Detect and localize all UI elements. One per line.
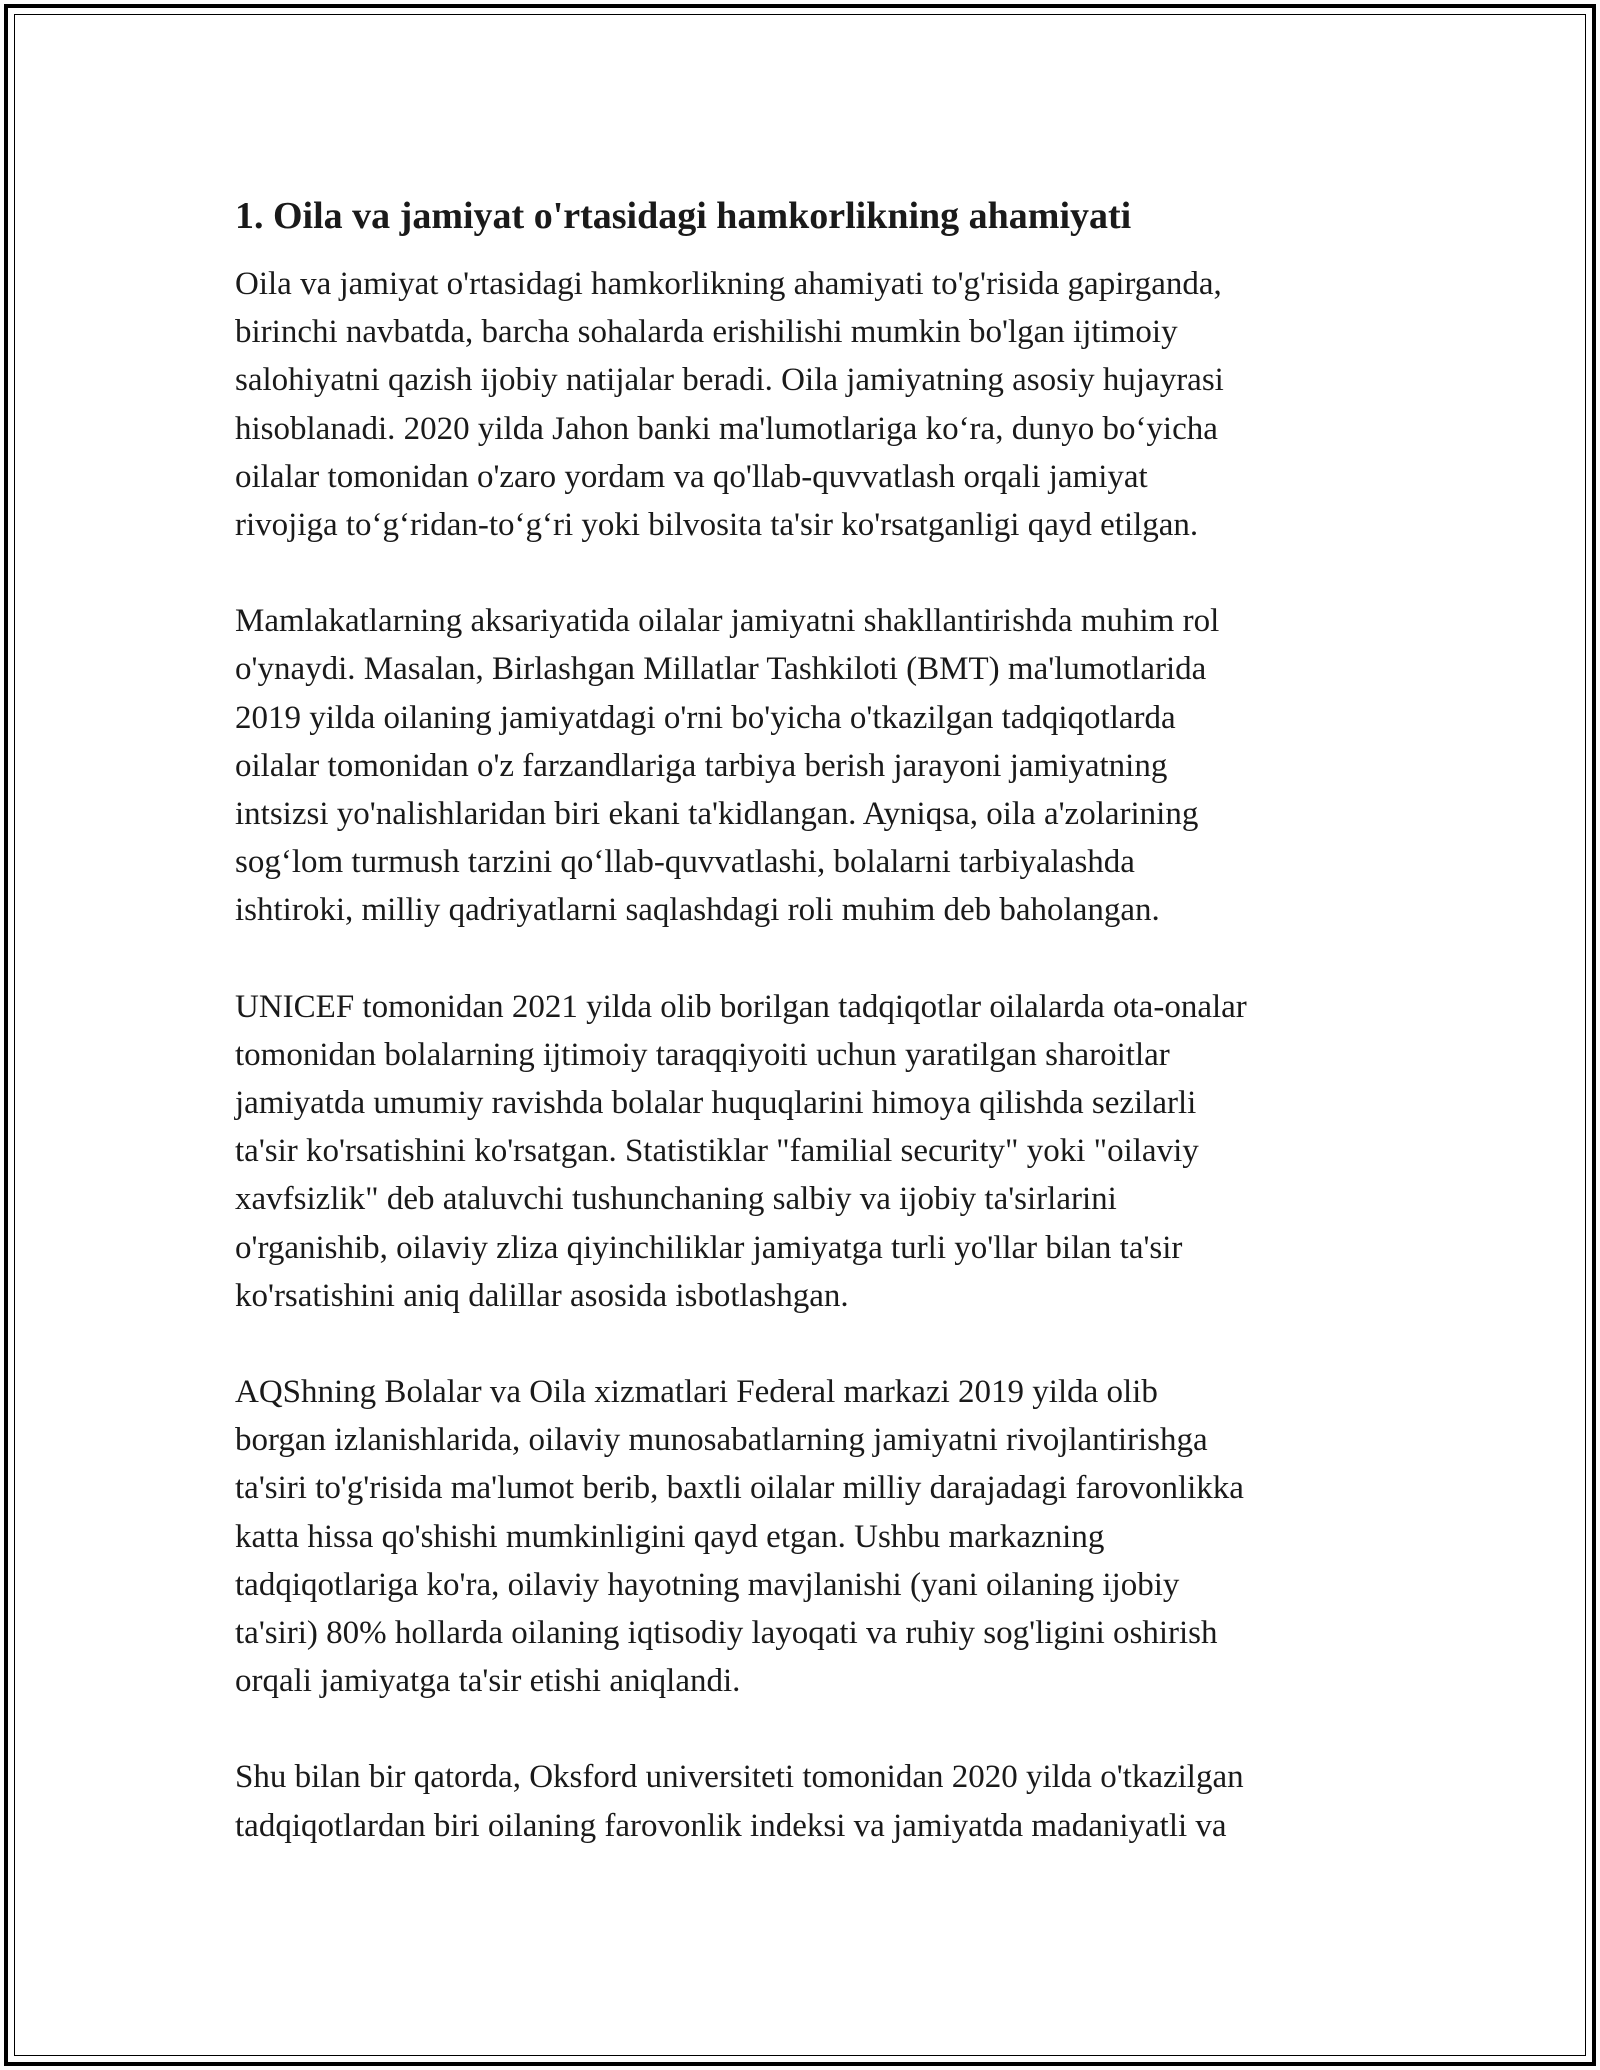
paragraph-1 — [235, 260, 1385, 549]
text-line: o'ynaydi. Masalan, Birlashgan Millatlar Tashkiloti (BMT) ma'lumotlarida — [235, 651, 1207, 688]
text-line: tomonidan bolalarning ijtimoiy taraqqiyoiti uchun yaratilgan sharoitlar — [235, 1036, 1170, 1073]
paragraph-2 — [235, 597, 1385, 934]
paragraph-5 — [235, 1753, 1385, 1849]
text-line: salohiyatni qazish ijobiy natijalar beradi. Oila jamiyatning asosiy hujayrasi — [235, 362, 1224, 399]
text-line: borgan izlanishlarida, oilaviy munosabatlarning jamiyatni rivojlantirishga — [235, 1422, 1208, 1459]
text-line: Oila va jamiyat o'rtasidagi hamkorlikning ahamiyati to'g'risida gapirganda, — [235, 266, 1222, 302]
text-line: tadqiqotlardan biri oilaning farovonlik indeksi va jamiyatda madaniyatli va — [235, 1807, 1227, 1844]
text-line: intsizsi yo'nalishlaridan biri ekani ta'kidlangan. Ayniqsa, oila a'zolarining — [235, 796, 1199, 833]
text-line: tadqiqotlariga ko'ra, oilaviy hayotning mavjlanishi (yani oilaning ijobiy — [235, 1566, 1180, 1603]
section-heading: 1. Oila va jamiyat o'rtasidagi hamkorlikning ahamiyati — [235, 195, 1132, 237]
text-line: oilalar tomonidan o'zaro yordam va qo'llab-quvvatlash orqali jamiyat — [235, 458, 1148, 495]
text-line: katta hissa qo'shishi mumkinligini qayd etgan. Ushbu markazning — [235, 1518, 1105, 1555]
paragraph-3 — [235, 983, 1385, 1320]
text-line: rivojiga to‘g‘ridan-to‘g‘ri yoki bilvosita ta'sir ko'rsatganligi qayd etilgan. — [235, 507, 1199, 544]
text-line: ta'sir ko'rsatishini ko'rsatgan. Statistiklar "familial security" yoki "oilaviy — [235, 1133, 1199, 1170]
paragraph-4 — [235, 1368, 1385, 1705]
text-line: Shu bilan bir qatorda, Oksford universiteti tomonidan 2020 yilda o'tkazilgan — [235, 1759, 1244, 1796]
text-line: jamiyatda umumiy ravishda bolalar huquqlarini himoya qilishda sezilarli — [235, 1085, 1197, 1122]
text-line: orqali jamiyatga ta'sir etishi aniqlandi. — [235, 1663, 741, 1700]
text-line: UNICEF tomonidan 2021 yilda olib borilgan tadqiqotlar oilalarda ota-onalar — [235, 988, 1247, 1025]
text-line: sog‘lom turmush tarzini qo‘llab-quvvatlashi, bolalarni tarbiyalashda — [235, 844, 1135, 881]
text-line: hisoblanadi. 2020 yilda Jahon banki ma'lumotlariga ko‘ra, dunyo bo‘yicha — [235, 410, 1218, 447]
text-line: AQShning Bolalar va Oila xizmatlari Federal markazi 2019 yilda olib — [235, 1374, 1158, 1411]
text-line: ta'siri) 80% hollarda oilaning iqtisodiy layoqati va ruhiy sog'ligini oshirish — [235, 1615, 1218, 1652]
text-line: ishtiroki, milliy qadriyatlarni saqlashdagi roli muhim deb baholangan. — [235, 892, 1160, 929]
text-line: Mamlakatlarning aksariyatida oilalar jamiyatni shakllantirishda muhim rol — [235, 603, 1220, 640]
text-line: ta'siri to'g'risida ma'lumot berib, baxtli oilalar milliy darajadagi farovonlikka — [235, 1470, 1244, 1507]
text-line: o'rganishib, oilaviy zliza qiyinchiliklar jamiyatga turli yo'llar bilan ta'sir — [235, 1229, 1183, 1266]
text-line: birinchi navbatda, barcha sohalarda erishilishi mumkin bo'lgan ijtimoiy — [235, 314, 1178, 351]
text-line: xavfsizlik" deb ataluvchi tushunchaning salbiy va ijobiy ta'sirlarini — [235, 1181, 1117, 1218]
text-line: oilalar tomonidan o'z farzandlariga tarbiya berish jarayoni jamiyatning — [235, 747, 1168, 784]
text-line: ko'rsatishini aniq dalillar asosida isbotlashgan. — [235, 1277, 849, 1314]
text-line: 2019 yilda oilaning jamiyatdagi o'rni bo'yicha o'tkazilgan tadqiqotlarda — [235, 699, 1176, 736]
document-body — [235, 186, 1385, 1898]
